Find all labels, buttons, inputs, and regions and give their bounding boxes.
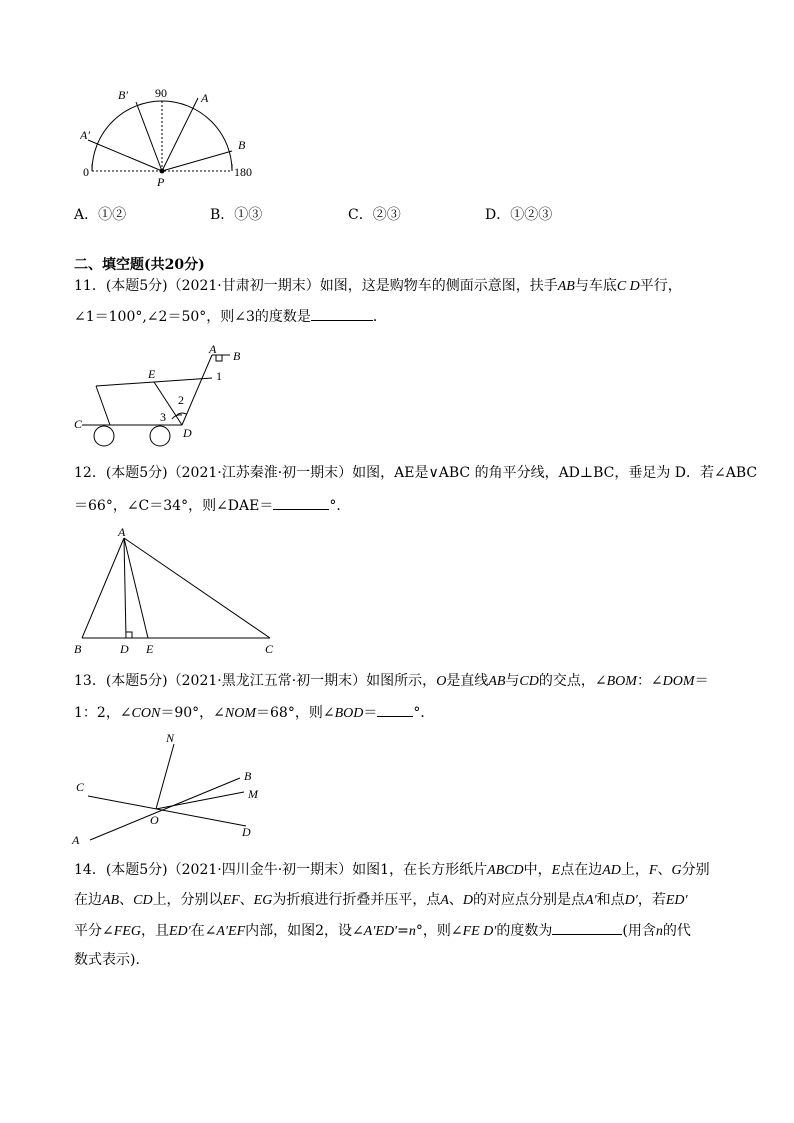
q11-blank[interactable] — [311, 306, 373, 321]
q14-line2: 在边AB、CD上，分别以EF、EG为折痕进行折叠并压平，点A、D的对应点分别是点A′和点D′，若ED′ — [74, 892, 688, 908]
choice-a[interactable]: A．①② — [74, 207, 127, 223]
cart-label-c: C — [74, 417, 83, 431]
cart-label-a: A — [209, 342, 217, 356]
label-0: 0 — [83, 165, 89, 179]
q14-line3: 平分∠FEG，且ED′在∠A′EF内部，如图2，设∠A′ED′=n°，则∠FE D′的度数为 (用含n的代 — [74, 920, 691, 942]
section-title: 二、填空题(共20分) — [74, 257, 205, 273]
tri-label-c: C — [265, 642, 274, 656]
q11-line2: ∠1＝100°,∠2＝50°，则∠3的度数是 ． — [74, 306, 387, 327]
cart-label-2: 2 — [178, 393, 184, 407]
cart-label-e: E — [148, 367, 156, 381]
q13-line2: 1：2，∠CON＝90°，∠NOM＝68°，则∠BOD＝ °． — [74, 702, 434, 724]
q13-line1: 13．(本题5分)（2021·黑龙江五常·初一期末）如图所示，O是直线AB与CD的交点，∠BOM：∠DOM＝ — [74, 673, 709, 689]
label-180: 180 — [234, 165, 252, 179]
q14-line4: 数式表示). — [74, 952, 140, 968]
cart-label-1: 1 — [216, 369, 222, 383]
q12-blank[interactable] — [273, 495, 329, 510]
q12-line1: 12．(本题5分)（2021·江苏秦淮·初一期末）如图，AE是∨ABC 的角平分线，AD⊥BC，垂足为 D．若∠ABC — [74, 465, 758, 481]
label-90: 90 — [155, 86, 167, 100]
lines-label-c: C — [76, 780, 85, 794]
label-a: A — [201, 91, 209, 105]
label-a-prime: A′ — [80, 128, 90, 142]
protractor-figure — [80, 84, 270, 189]
cart-label-3: 3 — [160, 410, 166, 424]
lines-label-o: O — [150, 813, 159, 827]
choice-b[interactable]: B．①③ — [210, 207, 263, 223]
label-b: B — [238, 138, 246, 152]
q14-blank[interactable] — [552, 920, 622, 935]
label-b-prime: B′ — [118, 88, 128, 102]
tri-label-d: D — [120, 642, 129, 656]
lines-label-b: B — [244, 769, 252, 783]
lines-label-m: M — [248, 787, 258, 801]
q13-blank[interactable] — [377, 702, 413, 717]
triangle-figure — [70, 524, 285, 658]
cart-label-d: D — [183, 426, 192, 440]
lines-figure — [68, 728, 268, 848]
cart-figure — [72, 340, 262, 450]
lines-label-a: A — [72, 833, 80, 847]
choice-c[interactable]: C．②③ — [348, 207, 401, 223]
q12-line2: ＝66°，∠C＝34°，则∠DAE＝ °． — [74, 495, 350, 516]
q11-line1: 11．(本题5分)（2021·甘肃初一期末）如图，这是购物车的侧面示意图，扶手AB与车底C D平行， — [74, 278, 682, 294]
choice-d[interactable]: D．①②③ — [485, 207, 553, 223]
tri-label-b: B — [74, 642, 82, 656]
tri-label-a: A — [118, 525, 126, 539]
tri-label-e: E — [146, 642, 154, 656]
cart-label-b: B — [233, 349, 241, 363]
label-p: P — [157, 175, 165, 189]
q14-line1: 14．(本题5分)（2021·四川金牛·初一期末）如图1，在长方形纸片ABCD中，E点在边AD上，F、G分别 — [74, 862, 710, 878]
lines-label-n: N — [166, 731, 175, 745]
lines-label-d: D — [242, 825, 251, 839]
